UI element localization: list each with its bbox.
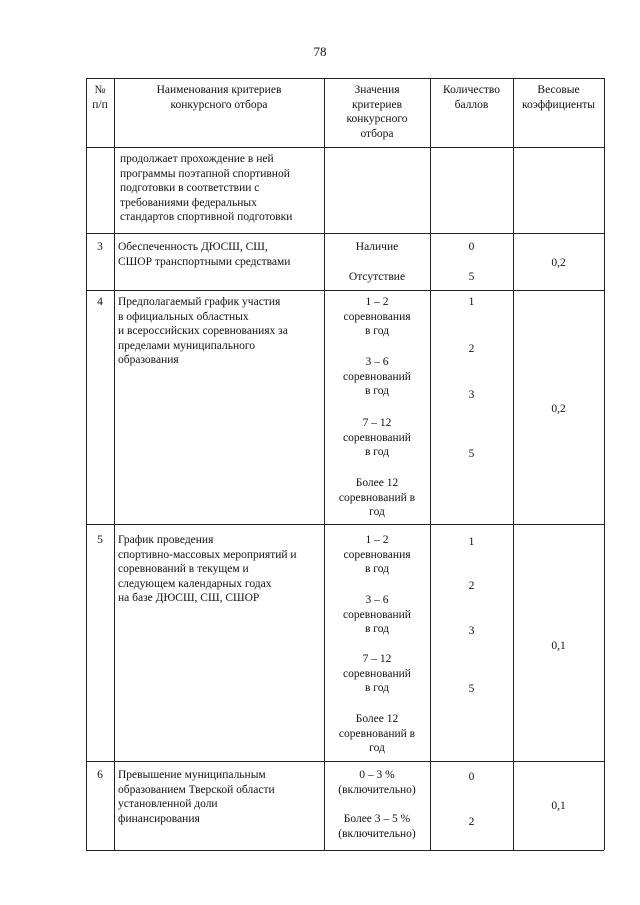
option-points: 5: [468, 271, 475, 283]
header-values: Значения критериев конкурсного отбора: [346, 84, 408, 140]
option-points: 0: [468, 771, 475, 783]
row-number: 3: [97, 241, 103, 253]
header-points: Количество баллов: [443, 84, 500, 111]
row-number: 5: [97, 534, 103, 546]
col-border: [513, 78, 514, 850]
option-points: 3: [468, 389, 475, 401]
option-points: 2: [468, 580, 475, 592]
header-weights: Весовые коэффициенты: [521, 84, 596, 111]
row-number: 4: [97, 296, 103, 308]
col-border: [86, 78, 87, 850]
header-num: № п/п: [92, 84, 108, 111]
option-points: 1: [468, 536, 475, 548]
weight-value: 0,1: [551, 800, 566, 812]
col-border: [114, 78, 115, 850]
option-value: Более 3 – 5 % (включительно): [338, 813, 416, 840]
criterion-text: продолжает прохождение в ней программы поэтапной спортивной подготовки в соответствии с требованиями федеральных стандартов спортивной подготовки: [120, 153, 293, 223]
page-number: 78: [313, 44, 327, 59]
option-value: 3 – 6 соревнований в год: [343, 356, 411, 397]
criterion-text: Превышение муниципальным образованием Тверской области установленной доли финансирования: [118, 769, 275, 825]
option-value: Более 12 соревнований в год: [338, 477, 416, 518]
option-points: 0: [468, 241, 475, 253]
option-value: 3 – 6 соревнований в год: [343, 594, 411, 635]
option-value: 7 – 12 соревнований в год: [343, 417, 411, 458]
row-number: 6: [97, 769, 103, 781]
col-border: [604, 78, 605, 850]
option-value: 1 – 2 соревнования в год: [343, 534, 411, 575]
option-value: 0 – 3 % (включительно): [338, 769, 416, 796]
row-divider: [86, 761, 604, 762]
criterion-text: График проведения спортивно-массовых мероприятий и соревнований в текущем и следующем календарных годах на базе ДЮСШ, СШ, СШОР: [118, 534, 297, 604]
option-points: 3: [468, 625, 475, 637]
option-value: 1 – 2 соревнования в год: [343, 296, 411, 337]
row-divider: [86, 524, 604, 525]
option-value: 7 – 12 соревнований в год: [343, 653, 411, 694]
table-border-bottom: [86, 850, 604, 851]
weight-value: 0,1: [551, 640, 566, 652]
option-points: 5: [468, 448, 475, 460]
row-divider: [86, 233, 604, 234]
criterion-text: Предполагаемый график участия в официальных областных и всероссийских соревнованиях за пределами муниципального образования: [118, 296, 288, 366]
criterion-text: Обеспеченность ДЮСШ, СШ, СШОР транспортными средствами: [118, 241, 291, 268]
weight-value: 0,2: [551, 403, 566, 415]
option-value: Более 12 соревнований в год: [338, 713, 416, 754]
option-points: 5: [468, 683, 475, 695]
option-value: Отсутствие: [348, 271, 406, 283]
col-border: [430, 78, 431, 850]
table-border-top: [86, 78, 604, 79]
weight-value: 0,2: [551, 257, 566, 269]
option-points: 1: [468, 296, 475, 308]
header-bottom-line: [86, 147, 604, 148]
option-value: Наличие: [355, 241, 399, 253]
row-divider: [86, 290, 604, 291]
option-points: 2: [468, 343, 475, 355]
option-points: 2: [468, 816, 475, 828]
header-criteria: Наименования критериев конкурсного отбора: [156, 84, 282, 111]
